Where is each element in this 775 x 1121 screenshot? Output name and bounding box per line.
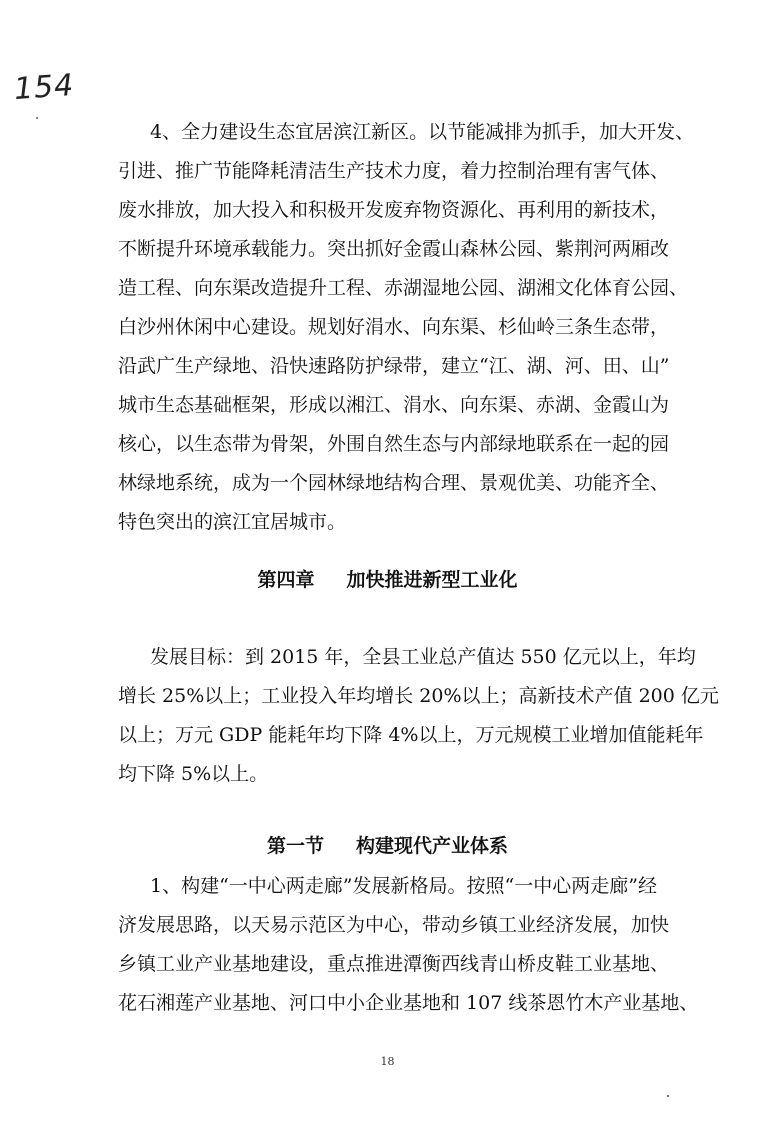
section-title: 构建现代产业体系 xyxy=(356,835,509,857)
chapter-title: 加快推进新型工业化 xyxy=(346,569,518,591)
text-line: 造工程、向东渠改造提升工程、赤湖湿地公园、湖湘文化体育公园、 xyxy=(118,277,689,299)
paragraph-eco-city xyxy=(118,113,703,542)
text-line: 林绿地系统，成为一个园林绿地结构合理、景观优美、功能齐全、 xyxy=(118,472,670,494)
text-line: 济发展思路，以天易示范区为中心，带动乡镇工业经济发展，加快 xyxy=(118,914,670,936)
scan-speck xyxy=(36,117,38,119)
text-line: 以上；万元 GDP 能耗年均下降 4%以上，万元规模工业增加值能耗年 xyxy=(118,724,704,746)
text-line: 4、全力建设生态宜居滨江新区。以节能减排为抓手，加大开发、 xyxy=(150,121,695,143)
handwritten-page-mark: 154 xyxy=(12,67,76,108)
chapter-heading xyxy=(0,565,775,592)
section-number: 第一节 xyxy=(266,835,324,857)
text-line: 不断提升环境承载能力。突出抓好金霞山森林公园、紫荆河两厢改 xyxy=(118,238,670,260)
text-line: 沿武广生产绿地、沿快速路防护绿带，建立“江、湖、河、田、山” xyxy=(118,355,670,377)
text-line: 特色突出的滨江宜居城市。 xyxy=(118,511,347,533)
text-line: 引进、推广节能降耗清洁生产技术力度，着力控制治理有害气体、 xyxy=(118,160,670,182)
text-line: 乡镇工业产业基地建设，重点推进潭衡西线青山桥皮鞋工业基地、 xyxy=(118,953,670,975)
section-heading xyxy=(0,831,775,858)
text-line: 花石湘莲产业基地、河口中小企业基地和 107 线茶恩竹木产业基地、 xyxy=(118,992,699,1014)
text-line: 发展目标：到 2015 年，全县工业总产值达 550 亿元以上，年均 xyxy=(150,646,696,668)
text-line: 废水排放，加大投入和积极开发废弃物资源化、再利用的新技术， xyxy=(118,199,670,221)
text-line: 增长 25%以上；工业投入年均增长 20%以上；高新技术产值 200 亿元 xyxy=(118,685,719,707)
paragraph-industrial-layout xyxy=(118,867,703,1023)
text-line: 白沙州休闲中心建设。规划好涓水、向东渠、杉仙岭三条生态带， xyxy=(118,316,670,338)
text-line: 1、构建“一中心两走廊”发展新格局。按照“一中心两走廊”经 xyxy=(150,875,657,897)
text-line: 均下降 5%以上。 xyxy=(118,763,269,785)
paragraph-development-goals xyxy=(118,638,719,794)
scan-speck xyxy=(667,1095,669,1097)
page-number: 18 xyxy=(380,1055,395,1068)
text-line: 城市生态基础框架，形成以湘江、涓水、向东渠、赤湖、金霞山为 xyxy=(118,394,670,416)
text-line: 核心，以生态带为骨架，外围自然生态与内部绿地联系在一起的园 xyxy=(118,433,670,455)
chapter-number: 第四章 xyxy=(257,569,315,591)
